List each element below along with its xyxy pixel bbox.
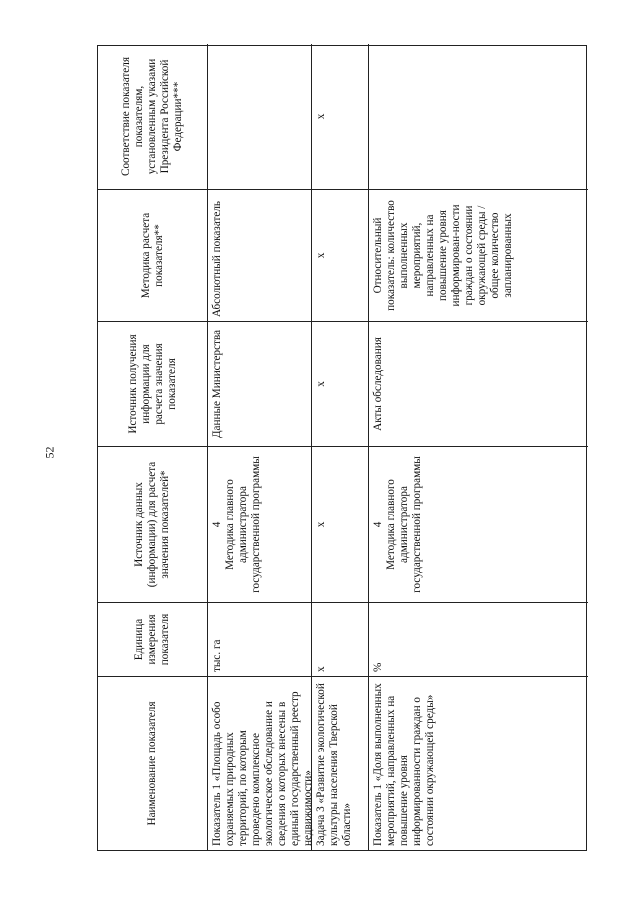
- row3-info-source: Акты обследования: [369, 321, 588, 446]
- row1-method: Абсолютный показатель: [208, 189, 312, 321]
- row2-method: х: [312, 189, 369, 321]
- row1-name: Показатель 1 «Площадь особо охраняемых природных территорий, по которым проведено комплексное экологическое обследование и сведения о которых внесены в единый государственный реестр недвижимости»: [208, 676, 312, 850]
- row1-source-num: 4: [211, 521, 223, 528]
- row2-data-source: х: [312, 446, 369, 602]
- header-name: Наименование показателя: [98, 676, 208, 850]
- row3-compliance: [369, 44, 588, 189]
- row1-info-source: Данные Министерства: [208, 321, 312, 446]
- row3-unit: %: [369, 602, 588, 676]
- row3-data-source: [369, 446, 588, 602]
- row2-unit: х: [312, 602, 369, 676]
- page-number: 52: [42, 446, 57, 459]
- row1-unit: тыс. га: [208, 602, 312, 676]
- row1-source-text: Методика главного администратора государственной программы: [224, 456, 262, 593]
- row2-compliance: х: [312, 44, 369, 189]
- row2-name: Задача 3 «Развитие экологической культуры населения Тверской области»: [312, 676, 369, 850]
- indicators-table: [97, 45, 587, 851]
- header-unit: Единица измерения показателя: [98, 602, 208, 676]
- row1-data-source: [208, 446, 312, 602]
- row3-method: Относительный показатель: количество выполненных мероприятий, направленных на повышение уровня информирован-ности граждан о состоянии окружающей среды / общее количество запланированных: [369, 189, 588, 321]
- table-container: [97, 45, 587, 851]
- row2-info-source: х: [312, 321, 369, 446]
- header-data-source: Источник данных (информации) для расчета значения показателей*: [98, 446, 208, 602]
- row3-name: Показатель 1 «Доля выполненных мероприятий, направленных на повышение уровня информированности граждан о состоянии окружающей среды»: [369, 676, 588, 850]
- header-compliance: Соответствие показателя показателям, установленным указами Президента Российской Федерации***: [98, 44, 208, 189]
- row3-source-text: Методика главного администратора государственной программы: [385, 456, 423, 593]
- header-method: Методика расчета показателя**: [98, 189, 208, 321]
- row3-source-num: 4: [372, 521, 384, 528]
- row1-compliance: [208, 44, 312, 189]
- header-info-source: Источник получения информации для расчета значения показателя: [98, 321, 208, 446]
